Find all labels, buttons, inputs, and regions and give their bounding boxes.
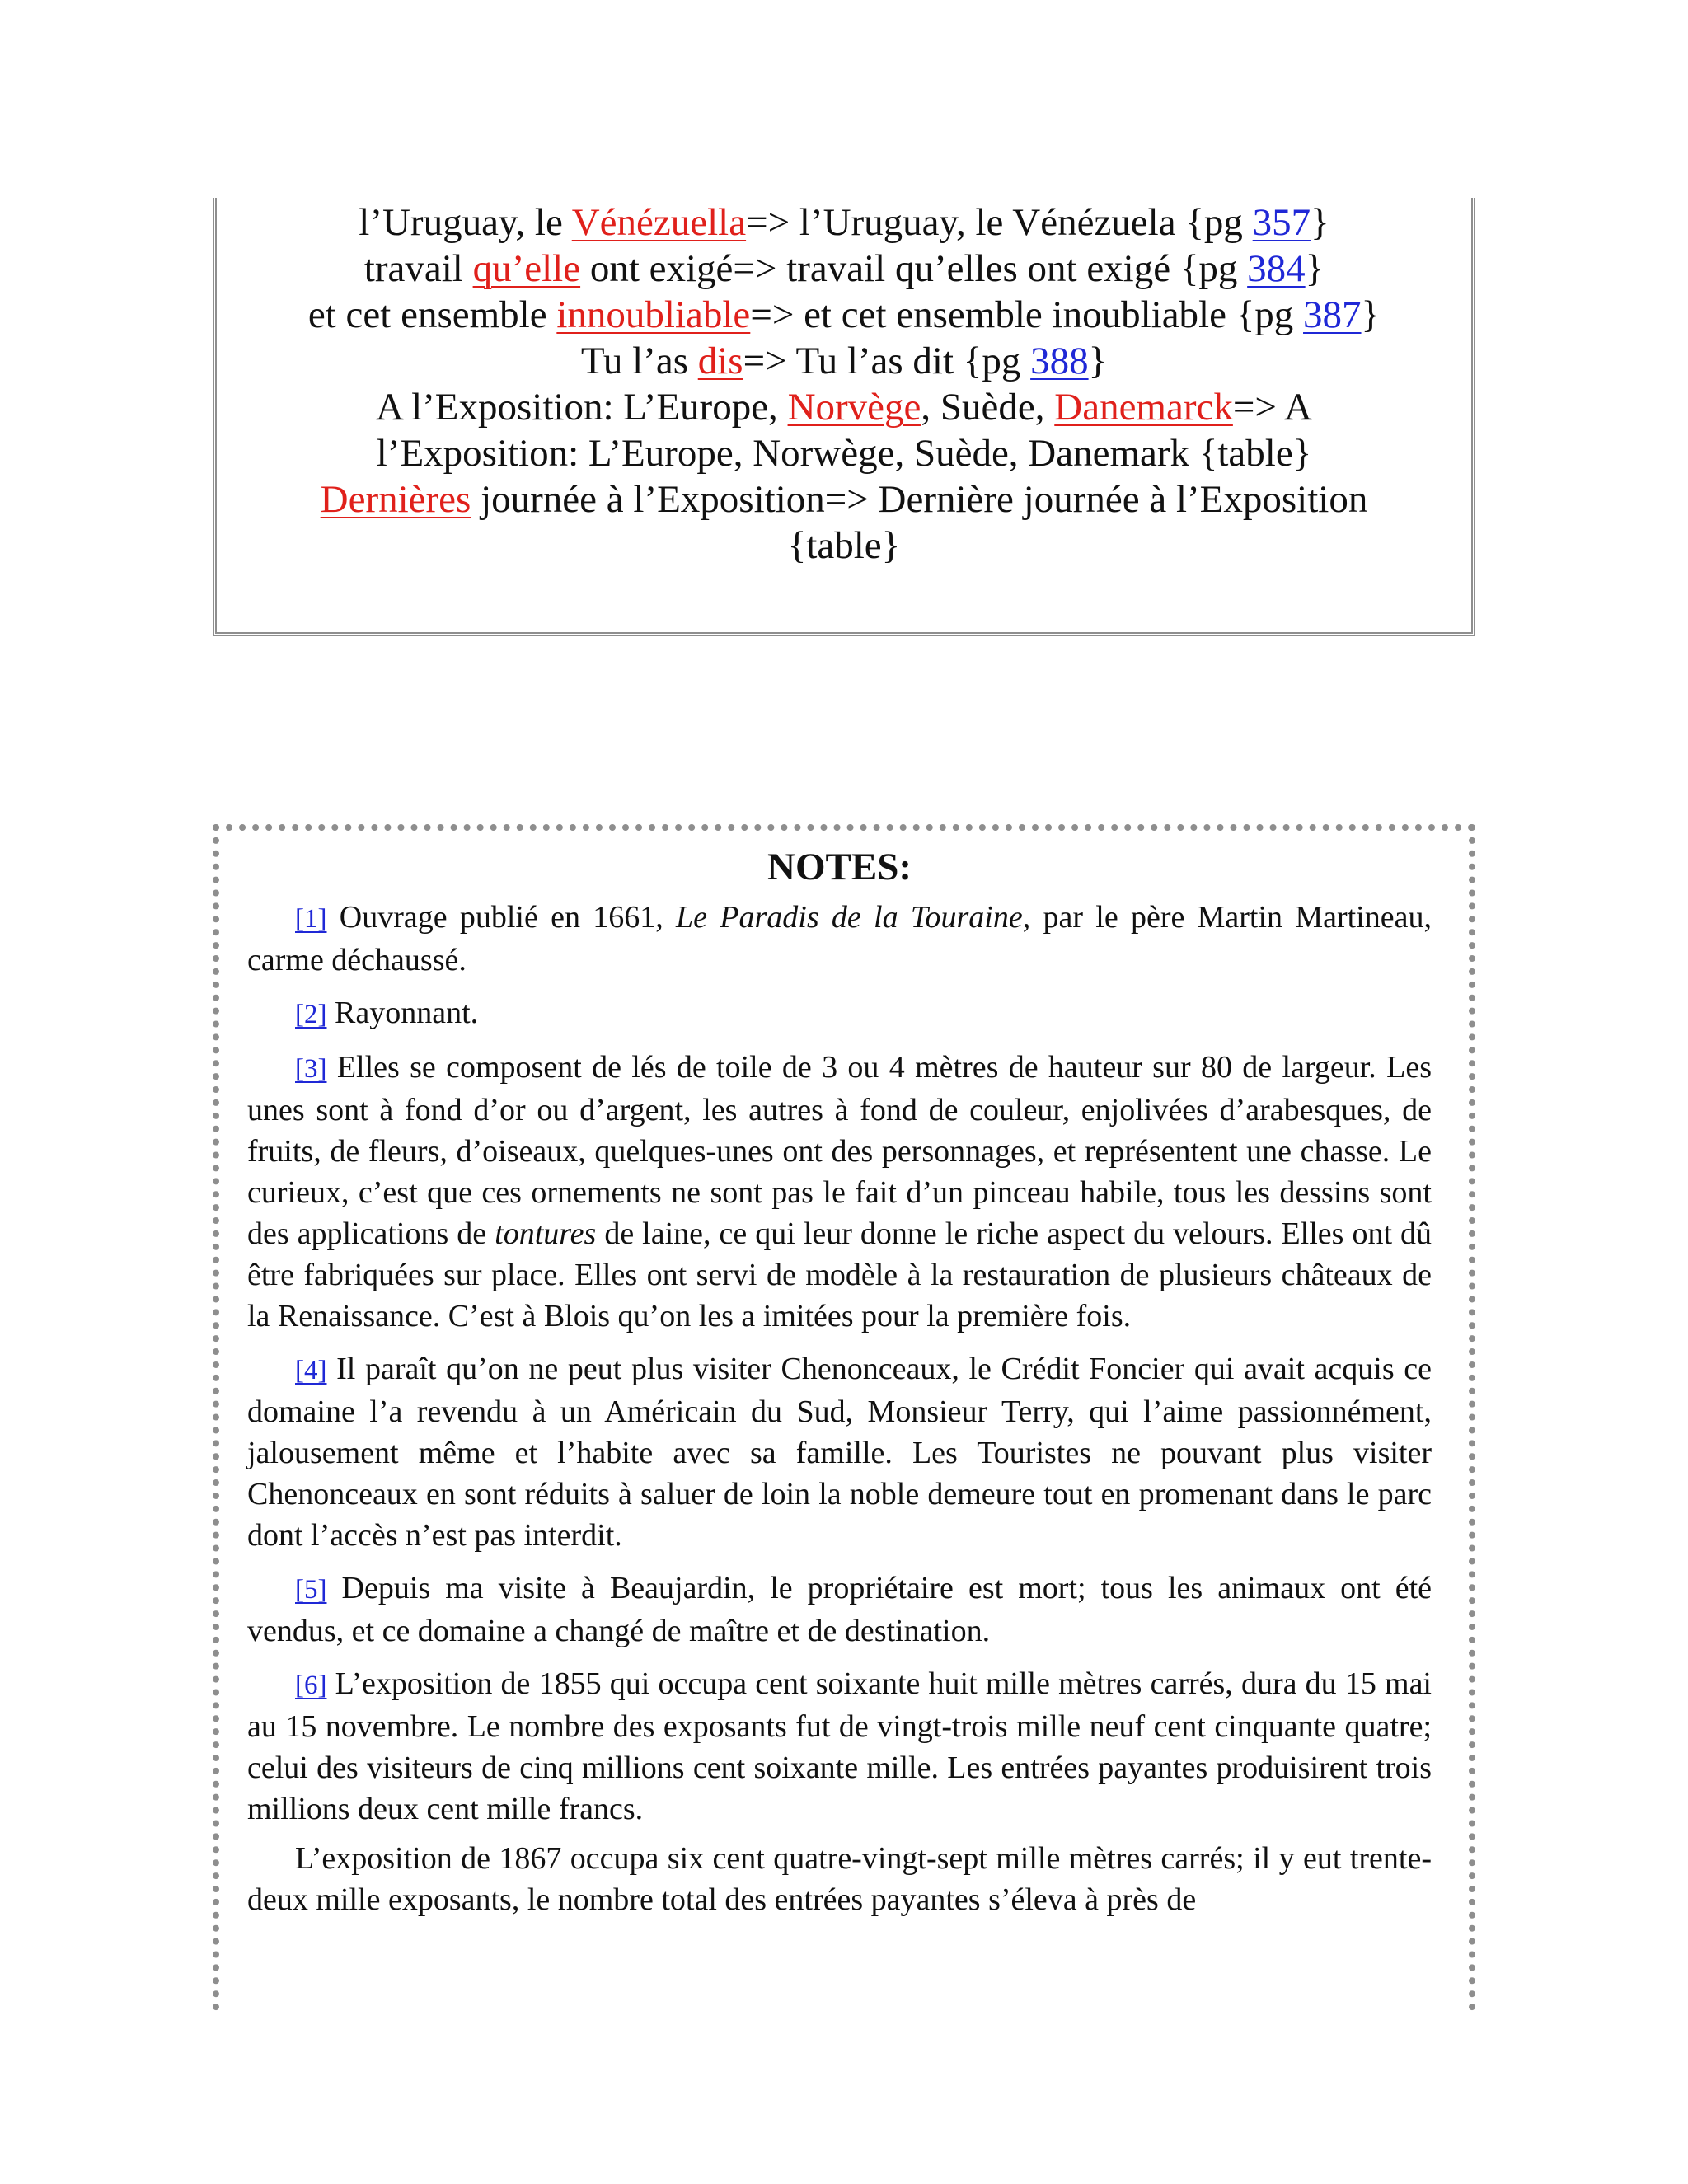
correction-line: travail qu’elle ont exigé=> travail qu’elles ont exigé {pg 384}: [363, 247, 1325, 290]
footnote: [6] L’exposition de 1855 qui occupa cent soixante huit mille mètres carrés, dura du 15 mai au 15 novembre. Le nombre des exposants fut de vingt-trois mille neuf cent cinquante quatre; celui des visiteurs de cinq millions cent soixante mille. Les entrées payantes produisirent trois millions deux cent mille francs.: [247, 1666, 1432, 1826]
notes-title: NOTES:: [767, 846, 912, 888]
error-link[interactable]: Danemarck: [1054, 386, 1233, 429]
page-link[interactable]: 387: [1303, 293, 1362, 336]
footnote: [5] Depuis ma visite à Beaujardin, le propriétaire est mort; tous les animaux ont été vendus, et ce domaine a changé de maître et de destination.: [247, 1571, 1432, 1648]
error-link[interactable]: Vénézuella: [571, 201, 747, 244]
footnote: [2] Rayonnant.: [295, 996, 479, 1030]
footnote-continuation: L’exposition de 1867 occupa six cent quatre-vingt-sept mille mètres carrés; il y eut trente-deux mille exposants, le nombre total des entrées payantes s’éleva à près de: [247, 1841, 1432, 1917]
footnote-ref-link[interactable]: [4]: [295, 1356, 327, 1385]
footnote: [4] Il paraît qu’on ne peut plus visiter Chenonceaux, le Crédit Foncier qui avait acquis ce domaine l’a revendu à un Américain du Sud, Monsieur Terry, qui l’aime passionnément, jalousement même et l’habite avec sa famille. Les Touristes ne pouvant plus visiter Chenonceaux en sont réduits à saluer de loin la noble demeure tout en promenant dans le parc dont l’accès n’est pas interdit.: [247, 1352, 1432, 1553]
footnote-ref-link[interactable]: [1]: [295, 904, 327, 934]
error-link[interactable]: innoubliable: [556, 293, 751, 336]
page-link[interactable]: 357: [1252, 201, 1311, 244]
correction-line: et cet ensemble innoubliable=> et cet ensemble inoubliable {pg 387}: [307, 293, 1381, 336]
footnote-ref-link[interactable]: [3]: [295, 1054, 327, 1084]
correction-line: Dernières journée à l’Exposition=> Dernière journée à l’Exposition {table}: [320, 478, 1368, 567]
error-link[interactable]: Norvège: [787, 386, 921, 429]
footnote-ref-link[interactable]: [6]: [295, 1671, 327, 1700]
correction-line: l’Uruguay, le Vénézuella=> l’Uruguay, le Vénézuela {pg 357}: [359, 201, 1329, 244]
correction-line: A l’Exposition: L’Europe, Norvège, Suède, Danemarck=> A l’Exposition: L’Europe, Norwège, Suède, Danemark {table}: [376, 386, 1312, 475]
error-link[interactable]: Dernières: [320, 478, 471, 521]
footnote-ref-link[interactable]: [2]: [295, 1000, 327, 1029]
page-link[interactable]: 388: [1030, 340, 1089, 382]
corrections-box: [213, 198, 1475, 636]
footnote: [1] Ouvrage publié en 1661, Le Paradis de la Touraine, par le père Martin Martineau, carme déchaussé.: [247, 900, 1432, 977]
error-link[interactable]: qu’elle: [472, 247, 581, 290]
correction-line: Tu l’as dis=> Tu l’as dit {pg 388}: [580, 340, 1108, 382]
footnote: [3] Elles se composent de lés de toile de 3 ou 4 mètres de hauteur sur 80 de largeur. Les unes sont à fond d’or ou d’argent, les autres à fond de couleur, enjolivées d’arabesques, de fruits, de fleurs, d’oiseaux, quelques-unes ont des personnages, et représentent une chasse. Le curieux, c’est que ces ornements ne sont pas le fait d’un pinceau habile, tous les dessins sont des applications de tontures de laine, ce qui leur donne le riche aspect du velours. Elles ont dû être fabriquées sur place. Elles ont servi de modèle à la restauration de plusieurs châteaux de la Renaissance. C’est à Blois qu’on les a imitées pour la première fois.: [247, 1050, 1432, 1333]
footnote-ref-link[interactable]: [5]: [295, 1575, 327, 1605]
page-link[interactable]: 384: [1247, 247, 1306, 290]
error-link[interactable]: dis: [697, 340, 743, 382]
notes-box: [213, 824, 1475, 2011]
